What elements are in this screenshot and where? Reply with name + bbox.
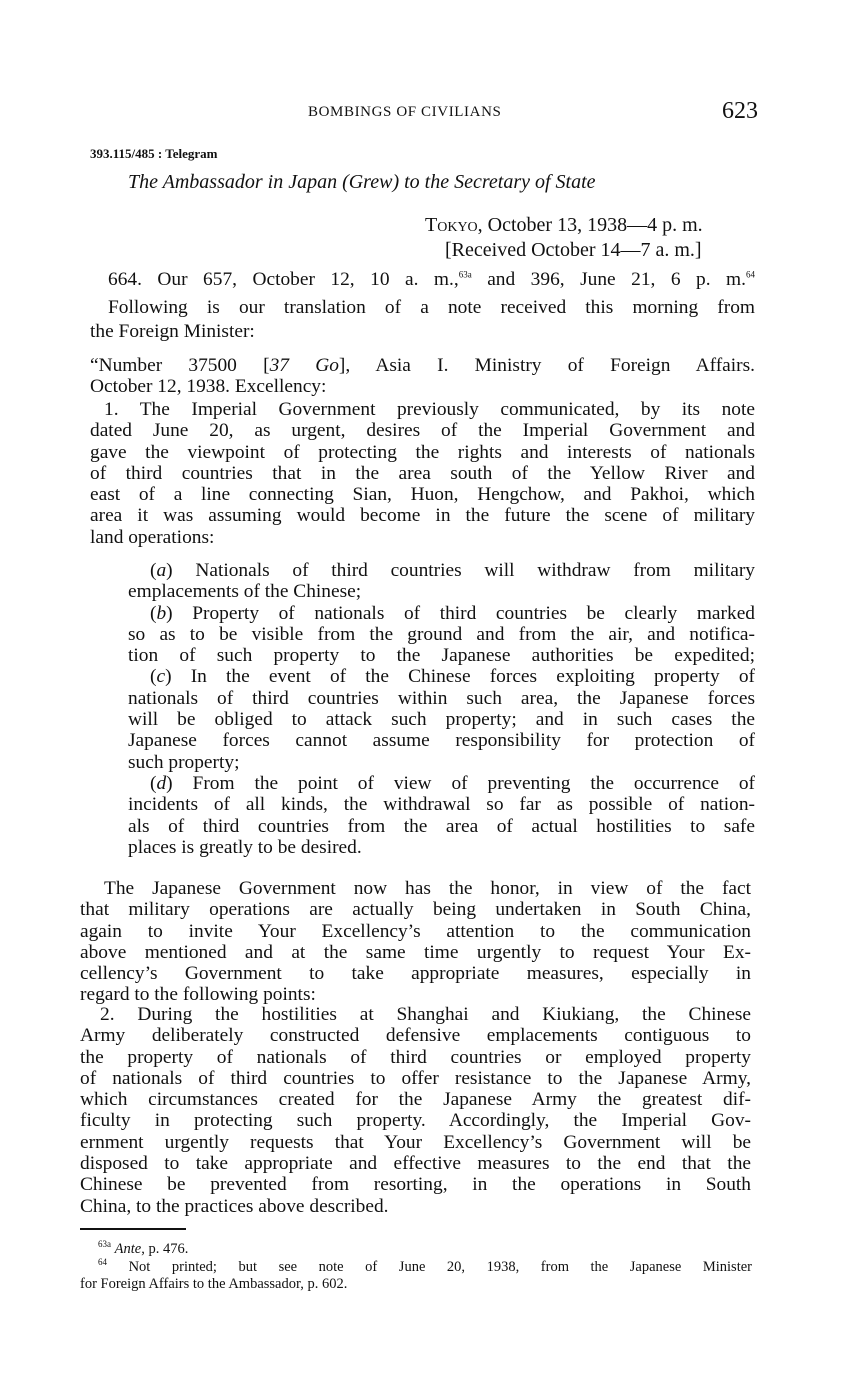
- paragraph-line: which circumstances created for the Japanese Army the greatest dif-: [80, 1089, 751, 1111]
- running-title: BOMBINGS OF CIVILIANS: [308, 104, 502, 120]
- item-text: Property of nationals of third countries be clearly marked: [192, 602, 755, 624]
- paragraph-line: area it was assuming would become in the future the scene of military: [90, 505, 755, 527]
- footnote-divider: [80, 1228, 186, 1230]
- item-line: emplacements of the Chinese;: [128, 581, 362, 603]
- paragraph-line: again to invite Your Excellency’s attention to the communication: [80, 920, 751, 942]
- enumerated-items: (a) Nationals of third countries will withdraw from military emplacements of the Chinese; (b) Property of nationals of third countries be clearly marked so as to be visible from the ground and from the air, and notifica- tion of such property to the Japanese authorities be expedited; (c) In the event of the Chinese forces exploiting property of nationals of third countries within such area, the Japanese forces will be obliged to attack such property; and in such cases the Japanese forces cannot assume responsibility for protection of such property; (d) From the point of view of preventing the occurrence of incidents of all kinds, the withdrawal so far as possible of nation- als of third countries from the area of actual hostilities to safe places is greatly to be desired.: [128, 560, 755, 858]
- paragraph-2: [80, 1004, 751, 1217]
- telegram-start: 664. Our 657, October 12, 10 a. m.,: [108, 269, 459, 290]
- telegram-mid: and 396, June 21, 6 p. m.: [471, 269, 746, 290]
- item-line: nationals of third countries within such area, the Japanese forces: [128, 687, 755, 709]
- dateline-place: Tokyo: [425, 214, 478, 236]
- paragraph-line: dated June 20, as urgent, desires of the Imperial Government and: [90, 420, 755, 442]
- paragraph-line: Army deliberately constructed defensive emplacements contiguous to: [80, 1025, 751, 1047]
- paragraph-line: disposed to take appropriate and effective measures to the end that the: [80, 1153, 751, 1175]
- footnote-mark: 63a: [98, 1239, 111, 1250]
- paragraph-line: above mentioned and at the same time urgently to request Your Ex-: [80, 941, 751, 963]
- page-number: 623: [722, 98, 758, 124]
- paragraph-line: ficulty in protecting such property. Accordingly, the Imperial Gov-: [80, 1110, 751, 1132]
- footnote-ref-63a: 63a: [458, 269, 472, 280]
- footnote-63a: [98, 1241, 188, 1258]
- paragraph-line: cellency’s Government to take appropriate measures, especially in: [80, 963, 751, 985]
- paragraph-line: that military operations are actually being undertaken in South China,: [80, 899, 751, 921]
- paragraph-line: the Foreign Minister:: [90, 321, 255, 342]
- paragraph-line: the property of nationals of third countries or employed property: [80, 1046, 751, 1068]
- footnote-64: [80, 1259, 752, 1293]
- paragraph-line: Chinese be prevented from resorting, in the operations in South: [80, 1174, 751, 1196]
- paragraph-line: The Japanese Government now has the honor, in view of the fact: [104, 878, 751, 899]
- dateline-rest: , October 13, 1938—4 p. m.: [477, 214, 703, 236]
- paragraph-line: ernment urgently requests that Your Excellency’s Government will be: [80, 1131, 751, 1153]
- item-line: places is greatly to be desired.: [128, 836, 362, 858]
- paragraph-line: October 12, 1938. Excellency:: [90, 376, 327, 398]
- paragraph-line: Following is our translation of a note received this morning from: [108, 297, 755, 318]
- note-opening: [90, 355, 755, 398]
- japanese-government-paragraph: [80, 878, 751, 1006]
- item-line: so as to be visible from the ground and from the air, and notifica-: [128, 623, 755, 645]
- paragraph-line: regard to the following points:: [80, 984, 316, 1006]
- note-number-japanese: 37 Go: [269, 355, 339, 376]
- document-heading: The Ambassador in Japan (Grew) to the Secretary of State: [128, 171, 596, 193]
- footnote-text: Not printed; but see note of June 20, 1938, from the Japanese Minister: [128, 1259, 752, 1275]
- item-line: tion of such property to the Japanese authorities be expedited;: [128, 645, 755, 667]
- paragraph-line: China, to the practices above described.: [80, 1195, 389, 1217]
- paragraph-line: 1. The Imperial Government previously communicated, by its note: [104, 399, 755, 420]
- note-opening-text: ], Asia I. Ministry of Foreign Affairs.: [338, 355, 756, 376]
- footnote-mark: 64: [98, 1257, 107, 1268]
- telegram-opening: [90, 268, 755, 292]
- item-line: such property;: [128, 751, 240, 773]
- paragraph-line: of third countries that in the area south of the Yellow River and: [90, 462, 755, 484]
- item-line: incidents of all kinds, the withdrawal so far as possible of nation-: [128, 794, 755, 816]
- paragraph-line: gave the viewpoint of protecting the rights and interests of nationals: [90, 441, 755, 463]
- dateline: [425, 214, 703, 237]
- item-text: Nationals of third countries will withdraw from military: [195, 560, 755, 581]
- paragraph-1: [90, 399, 755, 548]
- footnote-text: , p. 476.: [141, 1241, 189, 1257]
- footnote-text: Ante: [114, 1241, 142, 1257]
- footnote-ref-64: 64: [745, 269, 755, 280]
- item-label: b: [156, 602, 167, 624]
- item-label: a: [156, 560, 167, 581]
- item-line: als of third countries from the area of actual hostilities to safe: [128, 815, 755, 837]
- received-line: [Received October 14—7 a. m.]: [445, 239, 702, 261]
- paragraph-line: of nationals of third countries to offer resistance to the Japanese Army,: [80, 1067, 751, 1089]
- document-reference: 393.115/485 : Telegram: [90, 146, 218, 161]
- paragraph-line: east of a line connecting Sian, Huon, Hengchow, and Pakhoi, which: [90, 484, 755, 506]
- item-label: d: [156, 772, 167, 794]
- item-text: In the event of the Chinese forces exploiting property of: [190, 666, 755, 688]
- paragraph-line: 2. During the hostilities at Shanghai and Kiukiang, the Chinese: [100, 1004, 751, 1025]
- footnote-text: for Foreign Affairs to the Ambassador, p. 602.: [80, 1276, 348, 1292]
- item-line: will be obliged to attack such property; and in such cases the: [128, 709, 755, 731]
- item-label: c: [156, 666, 166, 688]
- item-line: Japanese forces cannot assume responsibility for protection of: [128, 730, 755, 752]
- following-paragraph: [90, 296, 755, 344]
- paragraph-line: land operations:: [90, 526, 215, 548]
- item-text: From the point of view of preventing the occurrence of: [192, 772, 755, 794]
- note-opening-text: “Number 37500 [: [90, 355, 270, 376]
